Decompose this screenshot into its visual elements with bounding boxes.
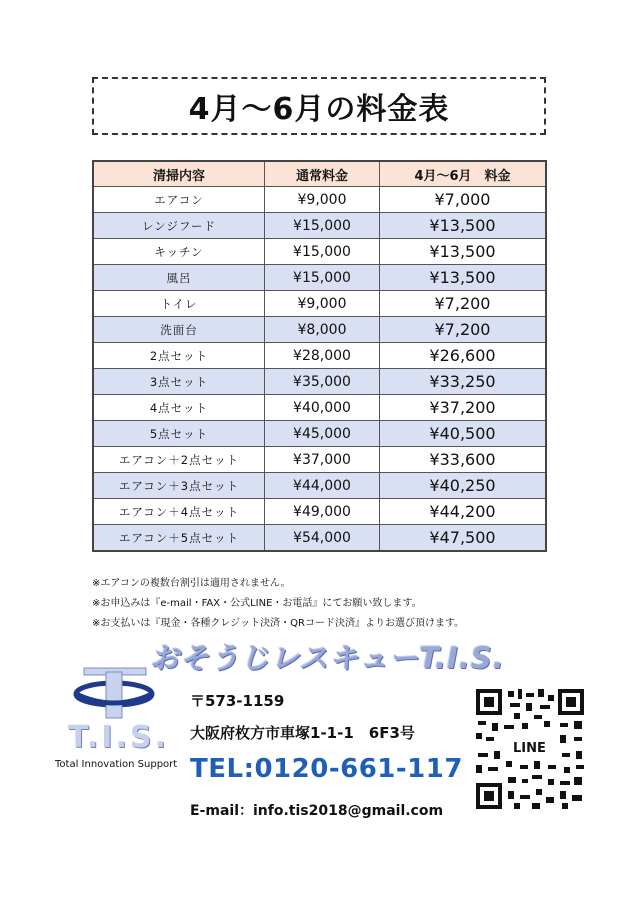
table-row [93,421,546,447]
item-cell: 4点セット [93,395,265,421]
sale-price-cell: ¥7,200 [380,317,547,343]
phone-number[interactable]: TEL:0120-661-117 [190,754,463,784]
item-cell: レンジフード [93,213,265,239]
item-cell: 洗面台 [93,317,265,343]
normal-price-cell: ¥49,000 [265,499,380,525]
normal-price-cell: ¥8,000 [265,317,380,343]
sale-price-cell: ¥7,000 [380,187,547,213]
normal-price-cell: ¥28,000 [265,343,380,369]
item-cell: 風呂 [93,265,265,291]
table-row [93,369,546,395]
item-cell: エアコン＋2点セット [93,447,265,473]
address: 大阪府枚方市車塚1-1-1 6F3号 [190,724,415,742]
column-header-item: 清掃内容 [93,161,265,187]
column-header-sale: 4月〜6月 料金 [380,161,547,187]
normal-price-cell: ¥9,000 [265,291,380,317]
logo-text: T.I.S. [68,720,169,755]
sale-price-cell: ¥47,500 [380,525,547,552]
price-table [92,160,547,552]
sale-price-cell: ¥40,500 [380,421,547,447]
table-row [93,187,546,213]
normal-price-cell: ¥15,000 [265,265,380,291]
page-title: 4月〜6月の料金表 [188,92,450,127]
logo-subtitle: Total Innovation Support [55,759,178,770]
sale-price-cell: ¥13,500 [380,265,547,291]
sale-price-cell: ¥44,200 [380,499,547,525]
sale-price-cell: ¥33,250 [380,369,547,395]
table-row [93,395,546,421]
normal-price-cell: ¥44,000 [265,473,380,499]
qr-line-label: LINE [513,741,546,756]
note-line: ※お支払いは『現金・各種クレジット決済・QRコード決済』よりお選び頂けます。 [92,618,465,629]
table-header-row [93,161,546,187]
sale-price-cell: ¥13,500 [380,239,547,265]
brand-name: おそうじレスキューT.I.S. [150,641,505,675]
item-cell: 5点セット [93,421,265,447]
title-box [92,77,546,135]
sale-price-cell: ¥33,600 [380,447,547,473]
normal-price-cell: ¥40,000 [265,395,380,421]
item-cell: エアコン＋5点セット [93,525,265,552]
sale-price-cell: ¥13,500 [380,213,547,239]
normal-price-cell: ¥35,000 [265,369,380,395]
item-cell: キッチン [93,239,265,265]
tis-logo-icon [56,664,186,774]
table-row [93,239,546,265]
normal-price-cell: ¥37,000 [265,447,380,473]
item-cell: トイレ [93,291,265,317]
table-row [93,473,546,499]
table-row [93,499,546,525]
normal-price-cell: ¥15,000 [265,239,380,265]
sale-price-cell: ¥26,600 [380,343,547,369]
table-row [93,525,546,552]
table-row [93,265,546,291]
sale-price-cell: ¥7,200 [380,291,547,317]
normal-price-cell: ¥9,000 [265,187,380,213]
item-cell: エアコン [93,187,265,213]
normal-price-cell: ¥45,000 [265,421,380,447]
item-cell: 3点セット [93,369,265,395]
postal-code: 〒573-1159 [190,692,285,710]
table-row [93,213,546,239]
column-header-normal: 通常料金 [265,161,380,187]
item-cell: 2点セット [93,343,265,369]
table-row [93,291,546,317]
item-cell: エアコン＋3点セット [93,473,265,499]
sale-price-cell: ¥37,200 [380,395,547,421]
note-line: ※エアコンの複数台割引は適用されません。 [92,578,291,589]
table-row [93,343,546,369]
notes [92,574,464,634]
table-row [93,317,546,343]
normal-price-cell: ¥15,000 [265,213,380,239]
note-line: ※お申込みは『e-mail・FAX・公式LINE・お電話』にてお願い致します。 [92,598,422,609]
normal-price-cell: ¥54,000 [265,525,380,552]
table-row [93,447,546,473]
sale-price-cell: ¥40,250 [380,473,547,499]
item-cell: エアコン＋4点セット [93,499,265,525]
email-address[interactable]: E-mail：info.tis2018@gmail.com [190,803,444,819]
